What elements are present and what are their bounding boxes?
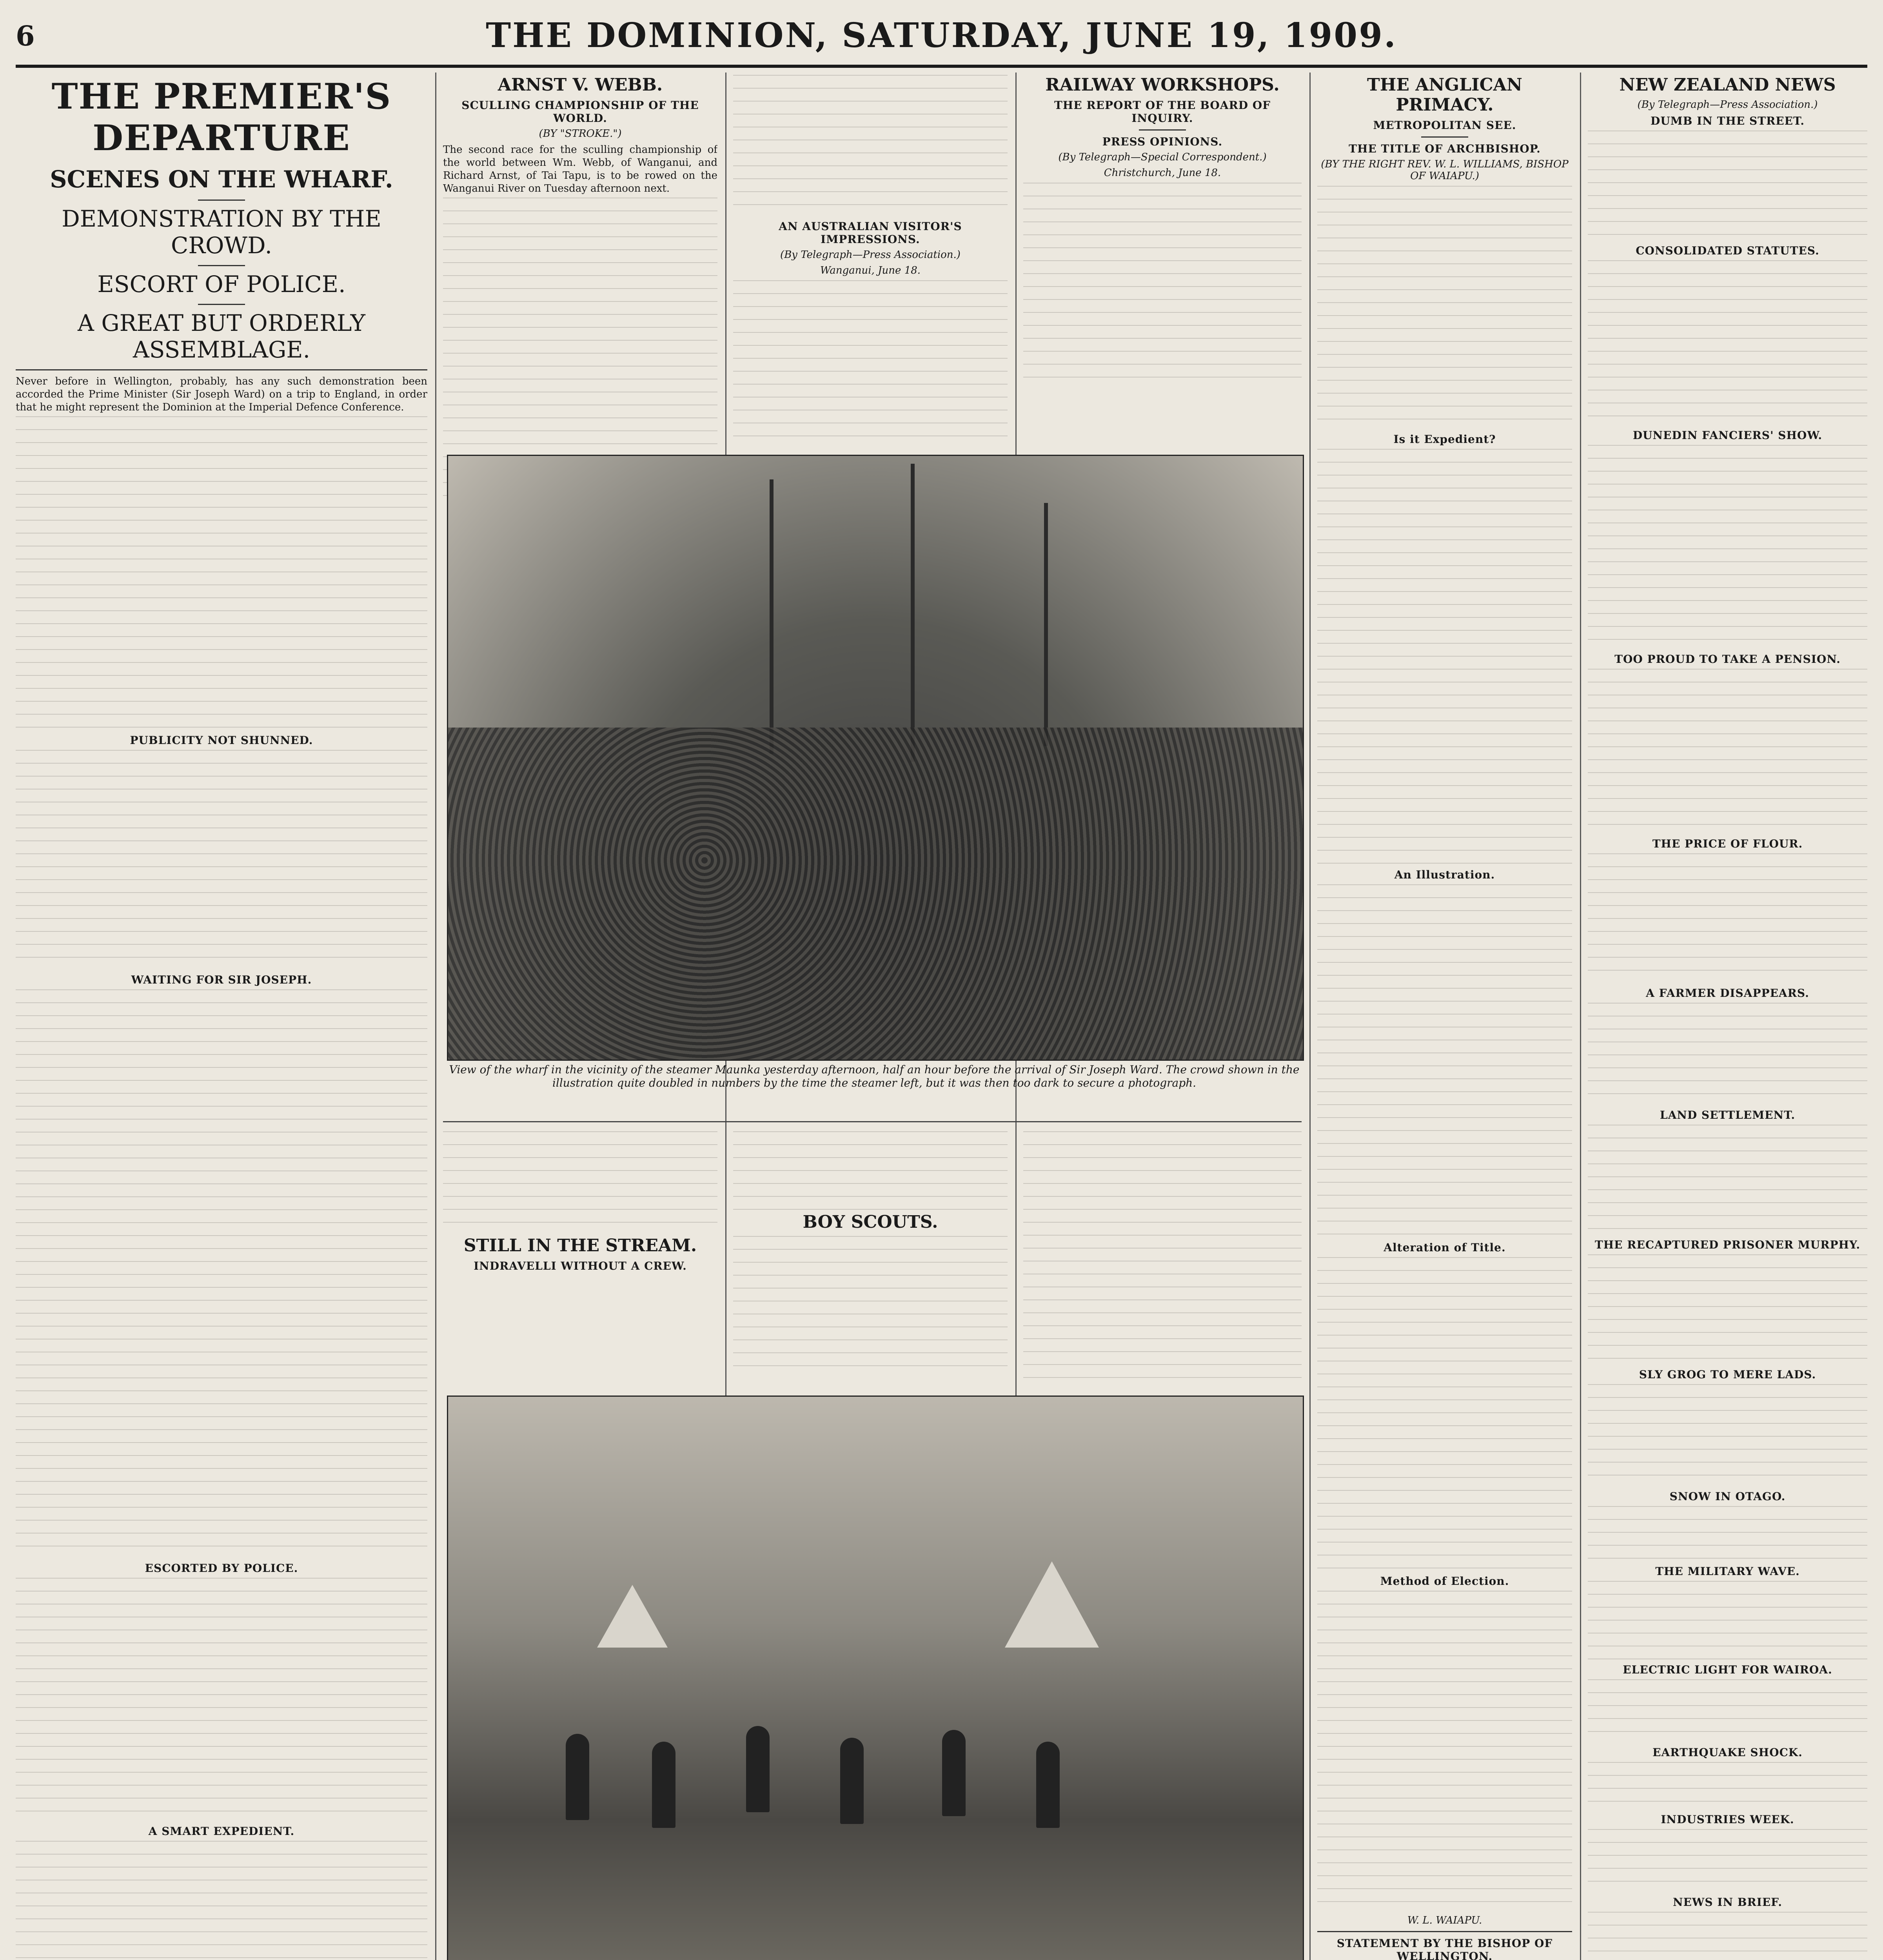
news-item-heading: THE RECAPTURED PRISONER MURPHY.: [1594, 1238, 1861, 1251]
subheadline: THE REPORT OF THE BOARD OF INQUIRY.: [1054, 99, 1271, 125]
section-heading: Is it Expedient?: [1393, 433, 1496, 446]
headline-boy-scouts: BOY SCOUTS.: [803, 1212, 938, 1232]
masthead-title: THE DOMINION, SATURDAY, JUNE 19, 1909.: [486, 16, 1397, 55]
news-item-heading: NEWS IN BRIEF.: [1673, 1896, 1782, 1909]
headline-arnst-webb: ARNST V. WEBB.: [498, 75, 663, 95]
headline-bishop-statement: STATEMENT BY THE BISHOP OF WELLINGTON.: [1336, 1937, 1553, 1960]
article-lede: The second race for the sculling championship of the world between Wm. Webb, of Wanganui, and Richard Arnst, of Tai Tapu, is to be rowed on the Wanganui River on Tuesday afternoon next.: [443, 144, 717, 194]
news-item-heading: THE MILITARY WAVE.: [1655, 1565, 1800, 1578]
subheadline: SCENES ON THE WHARF.: [50, 166, 393, 193]
article-lede: Never before in Wellington, probably, has any such demonstration been accorded the Prime Minister (Sir Joseph Ward) on a trip to England, in order that he might represent the Dominion at the Imperial Defence Conference.: [16, 376, 427, 413]
arnst-camp-photo: [447, 1396, 1304, 1960]
byline: (BY "STROKE."): [539, 128, 622, 140]
masthead-rule: [16, 65, 1867, 68]
dateline: Wanganui, June 18.: [820, 265, 921, 276]
section-heading: Method of Election.: [1380, 1575, 1509, 1588]
headline-premier-departure: THE PREMIER'S DEPARTURE: [51, 76, 392, 159]
masthead: [16, 8, 1867, 67]
subheadline: INDRAVELLI WITHOUT A CREW.: [474, 1259, 687, 1272]
headline-nz-news: NEW ZEALAND NEWS: [1619, 75, 1836, 95]
column-premier-departure: [16, 73, 427, 1960]
byline: (By Telegraph—Special Correspondent.): [1058, 151, 1267, 163]
section-heading: An Illustration.: [1394, 868, 1495, 881]
subheadline: ESCORT OF POLICE.: [97, 271, 346, 298]
column2-continued: [443, 1129, 717, 1276]
news-item-heading: TOO PROUD TO TAKE A PENSION.: [1614, 653, 1841, 666]
section-heading: A SMART EXPEDIENT.: [148, 1825, 295, 1838]
column3-continued: [733, 1129, 1008, 1379]
column4-continued: [1023, 1129, 1302, 1385]
byline: (By Telegraph—Press Association.): [1637, 99, 1818, 111]
column-divider: [1580, 73, 1581, 1960]
news-item-heading: CONSOLIDATED STATUTES.: [1636, 244, 1819, 257]
headline-anglican-primacy: THE ANGLICAN PRIMACY.: [1367, 75, 1522, 115]
byline: (By Telegraph—Press Association.): [780, 249, 961, 261]
subheadline: DEMONSTRATION BY THE CROWD.: [62, 205, 381, 259]
news-item-heading: A FARMER DISAPPEARS.: [1646, 987, 1809, 1000]
news-item-heading: SLY GROG TO MERE LADS.: [1639, 1368, 1816, 1381]
section-heading: Alteration of Title.: [1384, 1241, 1506, 1254]
subheadline: PRESS OPINIONS.: [1102, 135, 1223, 148]
news-item-heading: ELECTRIC LIGHT FOR WAIROA.: [1623, 1663, 1832, 1676]
subheadline: SCULLING CHAMPIONSHIP OF THE WORLD.: [461, 99, 699, 125]
news-item-heading: LAND SETTLEMENT.: [1660, 1109, 1796, 1122]
byline: (BY THE RIGHT REV. W. L. WILLIAMS, BISHOP OF WAIAPU.): [1321, 158, 1569, 182]
news-item-heading: THE PRICE OF FLOUR.: [1652, 837, 1803, 850]
dateline: Christchurch, June 18.: [1104, 167, 1221, 179]
column-divider: [1309, 73, 1311, 1960]
subheadline: THE TITLE OF ARCHBISHOP.: [1349, 142, 1541, 155]
page-number: 6: [16, 20, 35, 52]
news-item-heading: SNOW IN OTAGO.: [1669, 1490, 1786, 1503]
photo-caption: View of the wharf in the vicinity of the steamer Maunka yesterday afternoon, half an hour before the arrival of Sir Joseph Ward. The crowd shown in the illustration quite doubled in numbers by the time the steamer left, but it was then too dark to secure a photograph.: [449, 1063, 1300, 1089]
column-divider: [435, 73, 436, 1960]
section-heading: ESCORTED BY POLICE.: [145, 1562, 298, 1575]
news-item-heading: DUNEDIN FANCIERS' SHOW.: [1632, 429, 1823, 442]
column-nz-news: [1588, 73, 1867, 1960]
section-heading: WAITING FOR SIR JOSEPH.: [131, 973, 312, 986]
column-anglican-primacy: [1317, 73, 1572, 1960]
section-rule: [443, 1121, 1302, 1122]
news-item-heading: DUMB IN THE STREET.: [1651, 114, 1805, 127]
subheadline: METROPOLITAN SEE.: [1373, 119, 1516, 132]
headline-railway-workshops: RAILWAY WORKSHOPS.: [1045, 75, 1280, 95]
subheadline: A GREAT BUT ORDERLY ASSEMBLAGE.: [78, 310, 365, 363]
news-item-heading: EARTHQUAKE SHOCK.: [1652, 1746, 1803, 1759]
section-heading: PUBLICITY NOT SHUNNED.: [130, 734, 313, 747]
news-item-heading: INDUSTRIES WEEK.: [1661, 1813, 1794, 1826]
subheadline: AN AUSTRALIAN VISITOR'S IMPRESSIONS.: [779, 220, 962, 246]
wharf-crowd-photo: [447, 455, 1304, 1061]
signoff: W. L. WAIAPU.: [1407, 1915, 1482, 1926]
headline-still-in-stream: STILL IN THE STREAM.: [463, 1236, 697, 1256]
